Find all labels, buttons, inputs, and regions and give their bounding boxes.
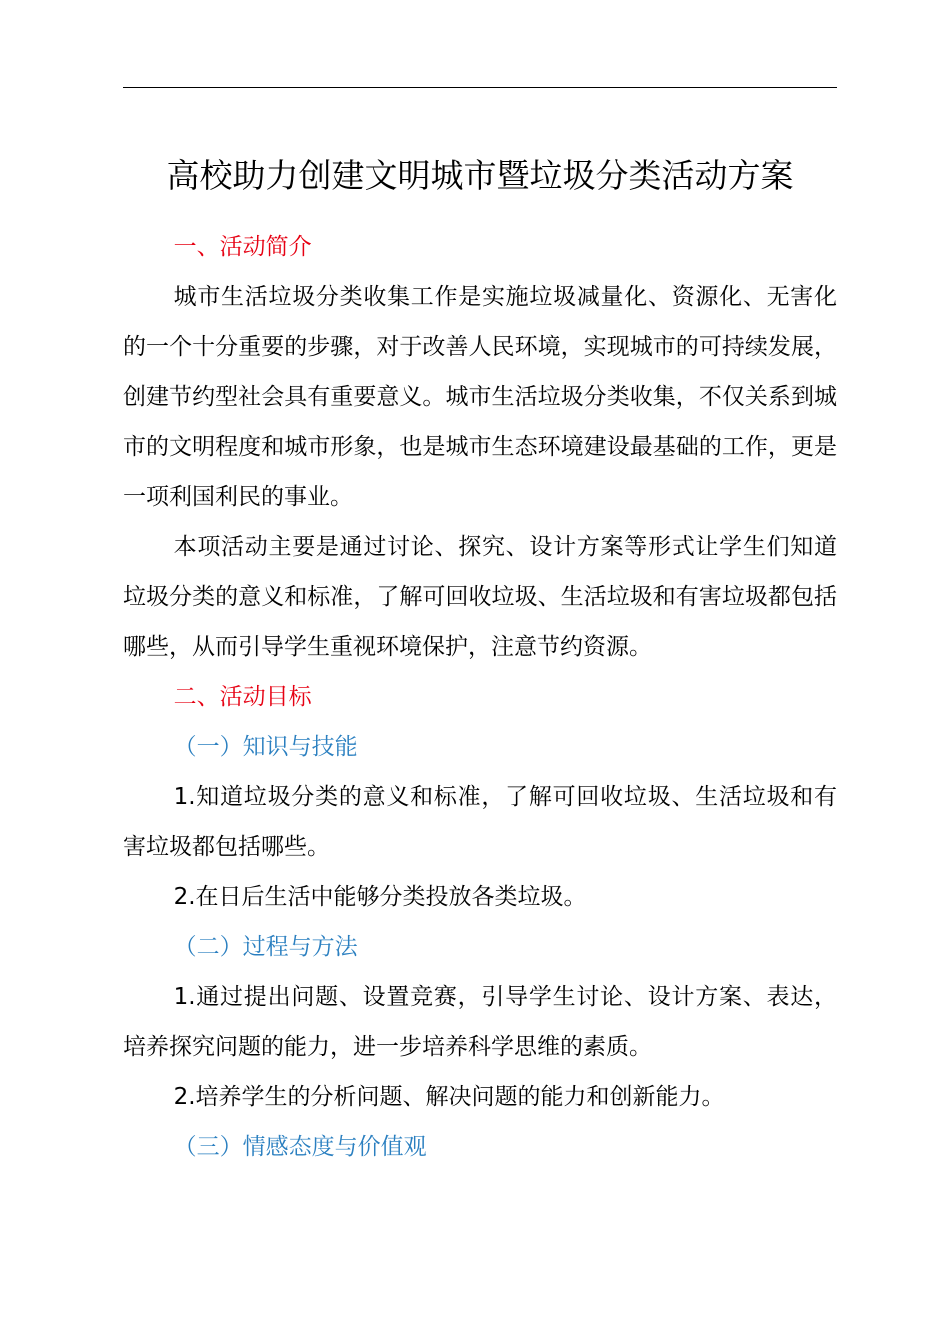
document-body (123, 222, 837, 1172)
section-heading-goals: 二、活动目标 (173, 684, 312, 710)
process-item-2: 2.培养学生的分析问题、解决问题的能力和创新能力。 (173, 1084, 725, 1110)
document-title: 高校助力创建文明城市暨垃圾分类活动方案 (166, 156, 794, 195)
intro-paragraph-1: 城市生活垃圾分类收集工作是实施垃圾减量化、资源化、无害化的一个十分重要的步骤，对于改善人民环境，实现城市的可持续发展，创建节约型社会具有重要意义。城市生活垃圾分类收集，不仅关系到城市的文明程度和城市形象，也是城市生态环境建设最基础的工作，更是一项利国利民的事业。 (123, 284, 837, 510)
section-heading-intro: 一、活动简介 (173, 234, 312, 260)
knowledge-item-1: 1.知道垃圾分类的意义和标准，了解可回收垃圾、生活垃圾和有害垃圾都包括哪些。 (123, 784, 837, 860)
subheading-attitude-values: （三）情感态度与价值观 (173, 1134, 427, 1160)
header-rule (123, 87, 837, 88)
intro-paragraph-2: 本项活动主要是通过讨论、探究、设计方案等形式让学生们知道垃圾分类的意义和标准，了解可回收垃圾、生活垃圾和有害垃圾都包括哪些，从而引导学生重视环境保护，注意节约资源。 (123, 534, 837, 660)
subheading-knowledge-skills: （一）知识与技能 (173, 734, 358, 760)
process-item-1: 1.通过提出问题、设置竞赛，引导学生讨论、设计方案、表达，培养探究问题的能力，进一步培养科学思维的素质。 (123, 984, 837, 1060)
knowledge-item-2: 2.在日后生活中能够分类投放各类垃圾。 (173, 884, 587, 910)
subheading-process-method: （二）过程与方法 (173, 934, 358, 960)
